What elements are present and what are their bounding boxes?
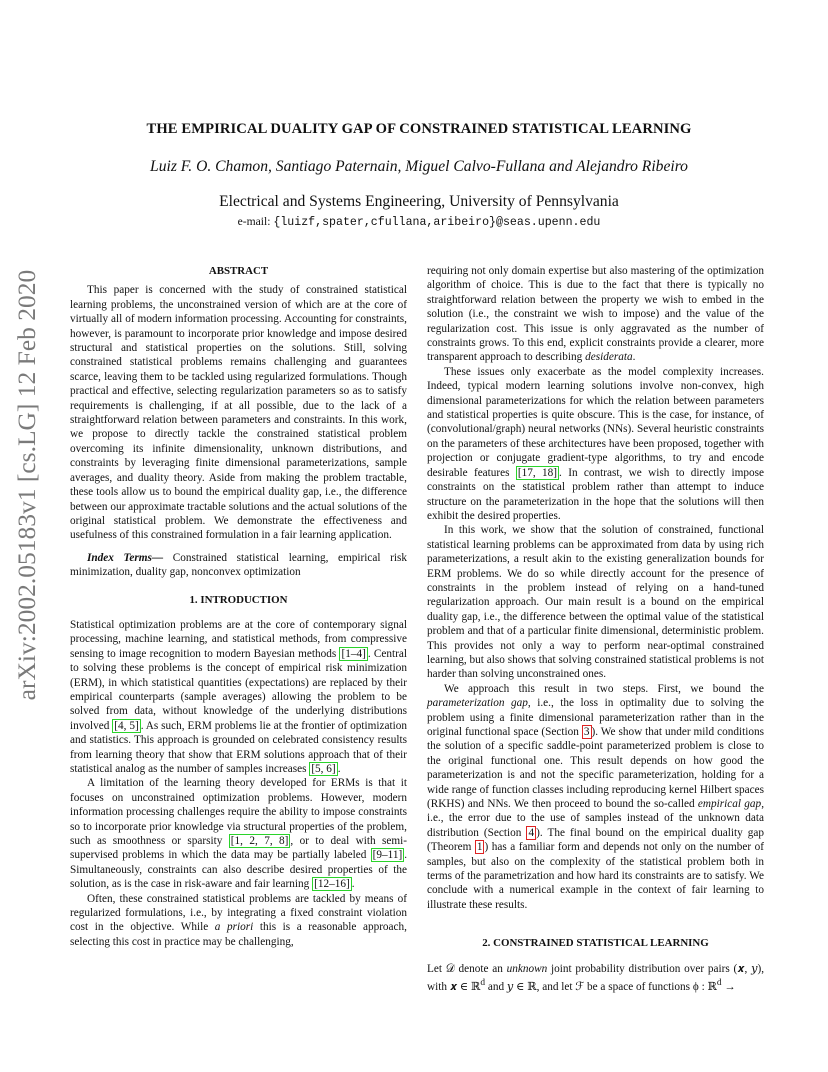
intro-paragraph-1: Statistical optimization problems are at the core of contemporary signal processing, machine learning, and statistical methods, from compressive sensing to image recognition to modern Bayesian methods [1–4] . Central to solving these problems is the concept of empirical risk minimization (ERM), in which statistical quantities (expectations) are replaced by their empirical counterparts (sample averages) allowing the problem to be solved from data, without knowledge of the underlying distributions involved [4, 5] . As such, ERM problems lie at the frontier of optimization and statistics. This approach is grounded on celebrated consistency results from learning theory that show that ERM solutions approach that of their statistical analog as the number of samples increases [5, 6] . bbox=[70, 618, 408, 775]
section2-paragraph: Let 𝒟 denote an unknown joint probability distribution over pairs (𝒙, 𝑦), with 𝒙 ∈ ℝ$^d$ and 𝑦 ∈ ℝ, and let ℱ be a space of functions ϕ : ℝ$^d$ → bbox=[427, 962, 765, 993]
right-paragraph-1: These issues only exacerbate as the model complexity increases. Indeed, typical modern learning solutions involve non-convex, high dimensional parameterizations for which the relation between parameters and statistical properties is quite obscure. This is the case, for instance, of (convolutional/graph) neural networks (NNs). Several heuristic constraints on the parameters of these architectures have been proposed, together with projection or conjugate gradient-type algorithms, to try and encode desirable features [17, 18] . In contrast, we wish to directly impose constraints on the statistical problem rather than attempt to induce structure on the parameterization in the hope that the solutions will then exhibit the desired properties. bbox=[427, 365, 764, 522]
author-list: Luiz F. O. Chamon, Santiago Paternain, Miguel Calvo-Fullana and Alejandro Ribeiro bbox=[150, 158, 688, 175]
citation-link[interactable]: [9–11] bbox=[372, 849, 403, 862]
theorem-link[interactable]: 1 bbox=[476, 841, 483, 854]
paper-title: THE EMPIRICAL DUALITY GAP OF CONSTRAINED STATISTICAL LEARNING bbox=[146, 121, 692, 137]
left-column bbox=[70, 264, 407, 949]
right-paragraph-0: requiring not only domain expertise but also mastering of the optimization algorithm of choice. This is due to the fact that there is typically no straightforward relation between the property we wish to embed in the solution (i.e., the constraint we wish to impose) and the value of the regularization cost. This issue is only aggravated as the number of constraints grows. To this end, explicit constraints provide a clearer, more transparent approach to describing desiderata. bbox=[427, 265, 764, 364]
citation-link[interactable]: [4, 5] bbox=[114, 719, 139, 732]
email-line bbox=[60, 215, 778, 229]
abstract-text: This paper is concerned with the study of constrained statistical learning problems, the unconstrained version of which are at the core of virtually all of modern information processing. Accounting for constraints, however, is paramount to incorporate prior knowledge and impose desired structural and statistical properties on the solutions. Still, solving constrained statistical problems remains challenging and guarantees scarce, leaving them to be tackled using regularized formulations. Though practical and effective, selecting regularization parameters so as to satisfy requirements is challenging, if at all possible, due to the lack of a straightforward relation between parameters and constraints. In this work, we propose to directly tackle the constrained statistical problem overcoming its infinite dimensionality, unknown distributions, and constraints by leveraging finite dimensional parameterizations, sample averages, and duality theory. Aside from making the problem tractable, these tools allow us to bound the empirical duality gap, i.e., the difference between our approximate tractable solutions and the actual solutions of the original statistical problem. We demonstrate the effectiveness and usefulness of this constrained formulation in a fair learning application. bbox=[70, 284, 407, 542]
section-heading-constrained-learning: 2. CONSTRAINED STATISTICAL LEARNING bbox=[482, 937, 709, 950]
email-label: e-mail: bbox=[237, 215, 271, 228]
index-terms-text: Constrained statistical learning, empirical risk minimization, duality gap, nonconvex optimization bbox=[70, 551, 407, 579]
section-heading-introduction: 1. INTRODUCTION bbox=[189, 593, 288, 606]
email-address: {luizf,spater,cfullana,aribeiro}@seas.upenn.edu bbox=[273, 216, 601, 229]
affiliation: Electrical and Systems Engineering, University of Pennsylvania bbox=[219, 193, 619, 210]
index-terms-label: Index Terms— bbox=[87, 551, 164, 564]
arxiv-identifier: arXiv:2002.05183v1 [cs.LG] 12 Feb 2020 bbox=[12, 269, 41, 701]
citation-link[interactable]: [17, 18] bbox=[517, 466, 558, 479]
index-terms bbox=[70, 551, 407, 580]
right-paragraph-3: We approach this result in two steps. First, we bound the parameterization gap, i.e., the loss in optimality due to solving the problem using a finite dimensional parameterization rather than in the original functional space (Section 3 ). We show that under mild conditions the solution of a specific saddle-point parameterized problem is close to the original functional one. This result depends on how good the parameterization is and not the specific parameterization, holding for a wide range of function classes including reproducing kernel Hilbert spaces (RKHS) and NNs. We then proceed to bound the so-called empirical gap, i.e., the error due to the use of samples instead of the unknown data distribution (Section 4 ). The final bound on the empirical duality gap (Theorem 1 ) has a familiar form and depends not only on the number of samples, but also on the complexity of the statistical problem both in terms of the parametrization and how hard its constraints are to satisfy. We conclude with a numerical example in the context of fair learning to illustrate these results. bbox=[427, 682, 765, 911]
intro-paragraph-3: Often, these constrained statistical problems are tackled by means of regularized formulations, i.e., by integrating a fixed constraint violation cost in the objective. While a priori this is a reasonable approach, selecting this cost in practice may be challenging, bbox=[70, 892, 407, 948]
right-paragraph-2: In this work, we show that the solution of constrained, functional statistical learning problems can be approximated from data by using rich parameterizations, a result akin to the existing generalization bounds for ERM problems. We do so while directly account for the presence of constraints in the problem instead of relying on a hand-tuned regularization approach. Our main result is a bound on the empirical duality gap, i.e., the difference between the optimal value of the statistical problem and that of a particular finite dimensional, deterministic problem. This provides not only a way to perform near-optimal constrained learning, but also shows that solving constrained statistical problems is not harder than solving unconstrained ones. bbox=[427, 524, 764, 681]
citation-link[interactable]: [12–16] bbox=[314, 878, 350, 891]
citation-link[interactable]: [5, 6] bbox=[311, 763, 336, 775]
right-column bbox=[427, 264, 764, 994]
citation-link[interactable]: [1–4] bbox=[341, 647, 366, 660]
arxiv-sidebar bbox=[6, 269, 48, 701]
section-link[interactable]: 3 bbox=[583, 726, 590, 738]
abstract-heading: ABSTRACT bbox=[208, 265, 269, 277]
intro-paragraph-2: A limitation of the learning theory developed for ERMs is that it focuses on unconstrained optimization problems. However, modern information processing challenges require the ability to impose constraints so to incorporate prior knowledge via structural properties of the problem, such as smoothness or sparsity [1, 2, 7, 8] , or to deal with semi-supervised problems in which the data may be partially labeled [9–11] . Simultaneously, constraints can also describe desired properties of the solution, as is the case in risk-aware and fair learning [12–16] . bbox=[70, 777, 407, 891]
section-link[interactable]: 4 bbox=[528, 826, 535, 839]
citation-link[interactable]: [1, 2, 7, 8] bbox=[230, 835, 289, 848]
